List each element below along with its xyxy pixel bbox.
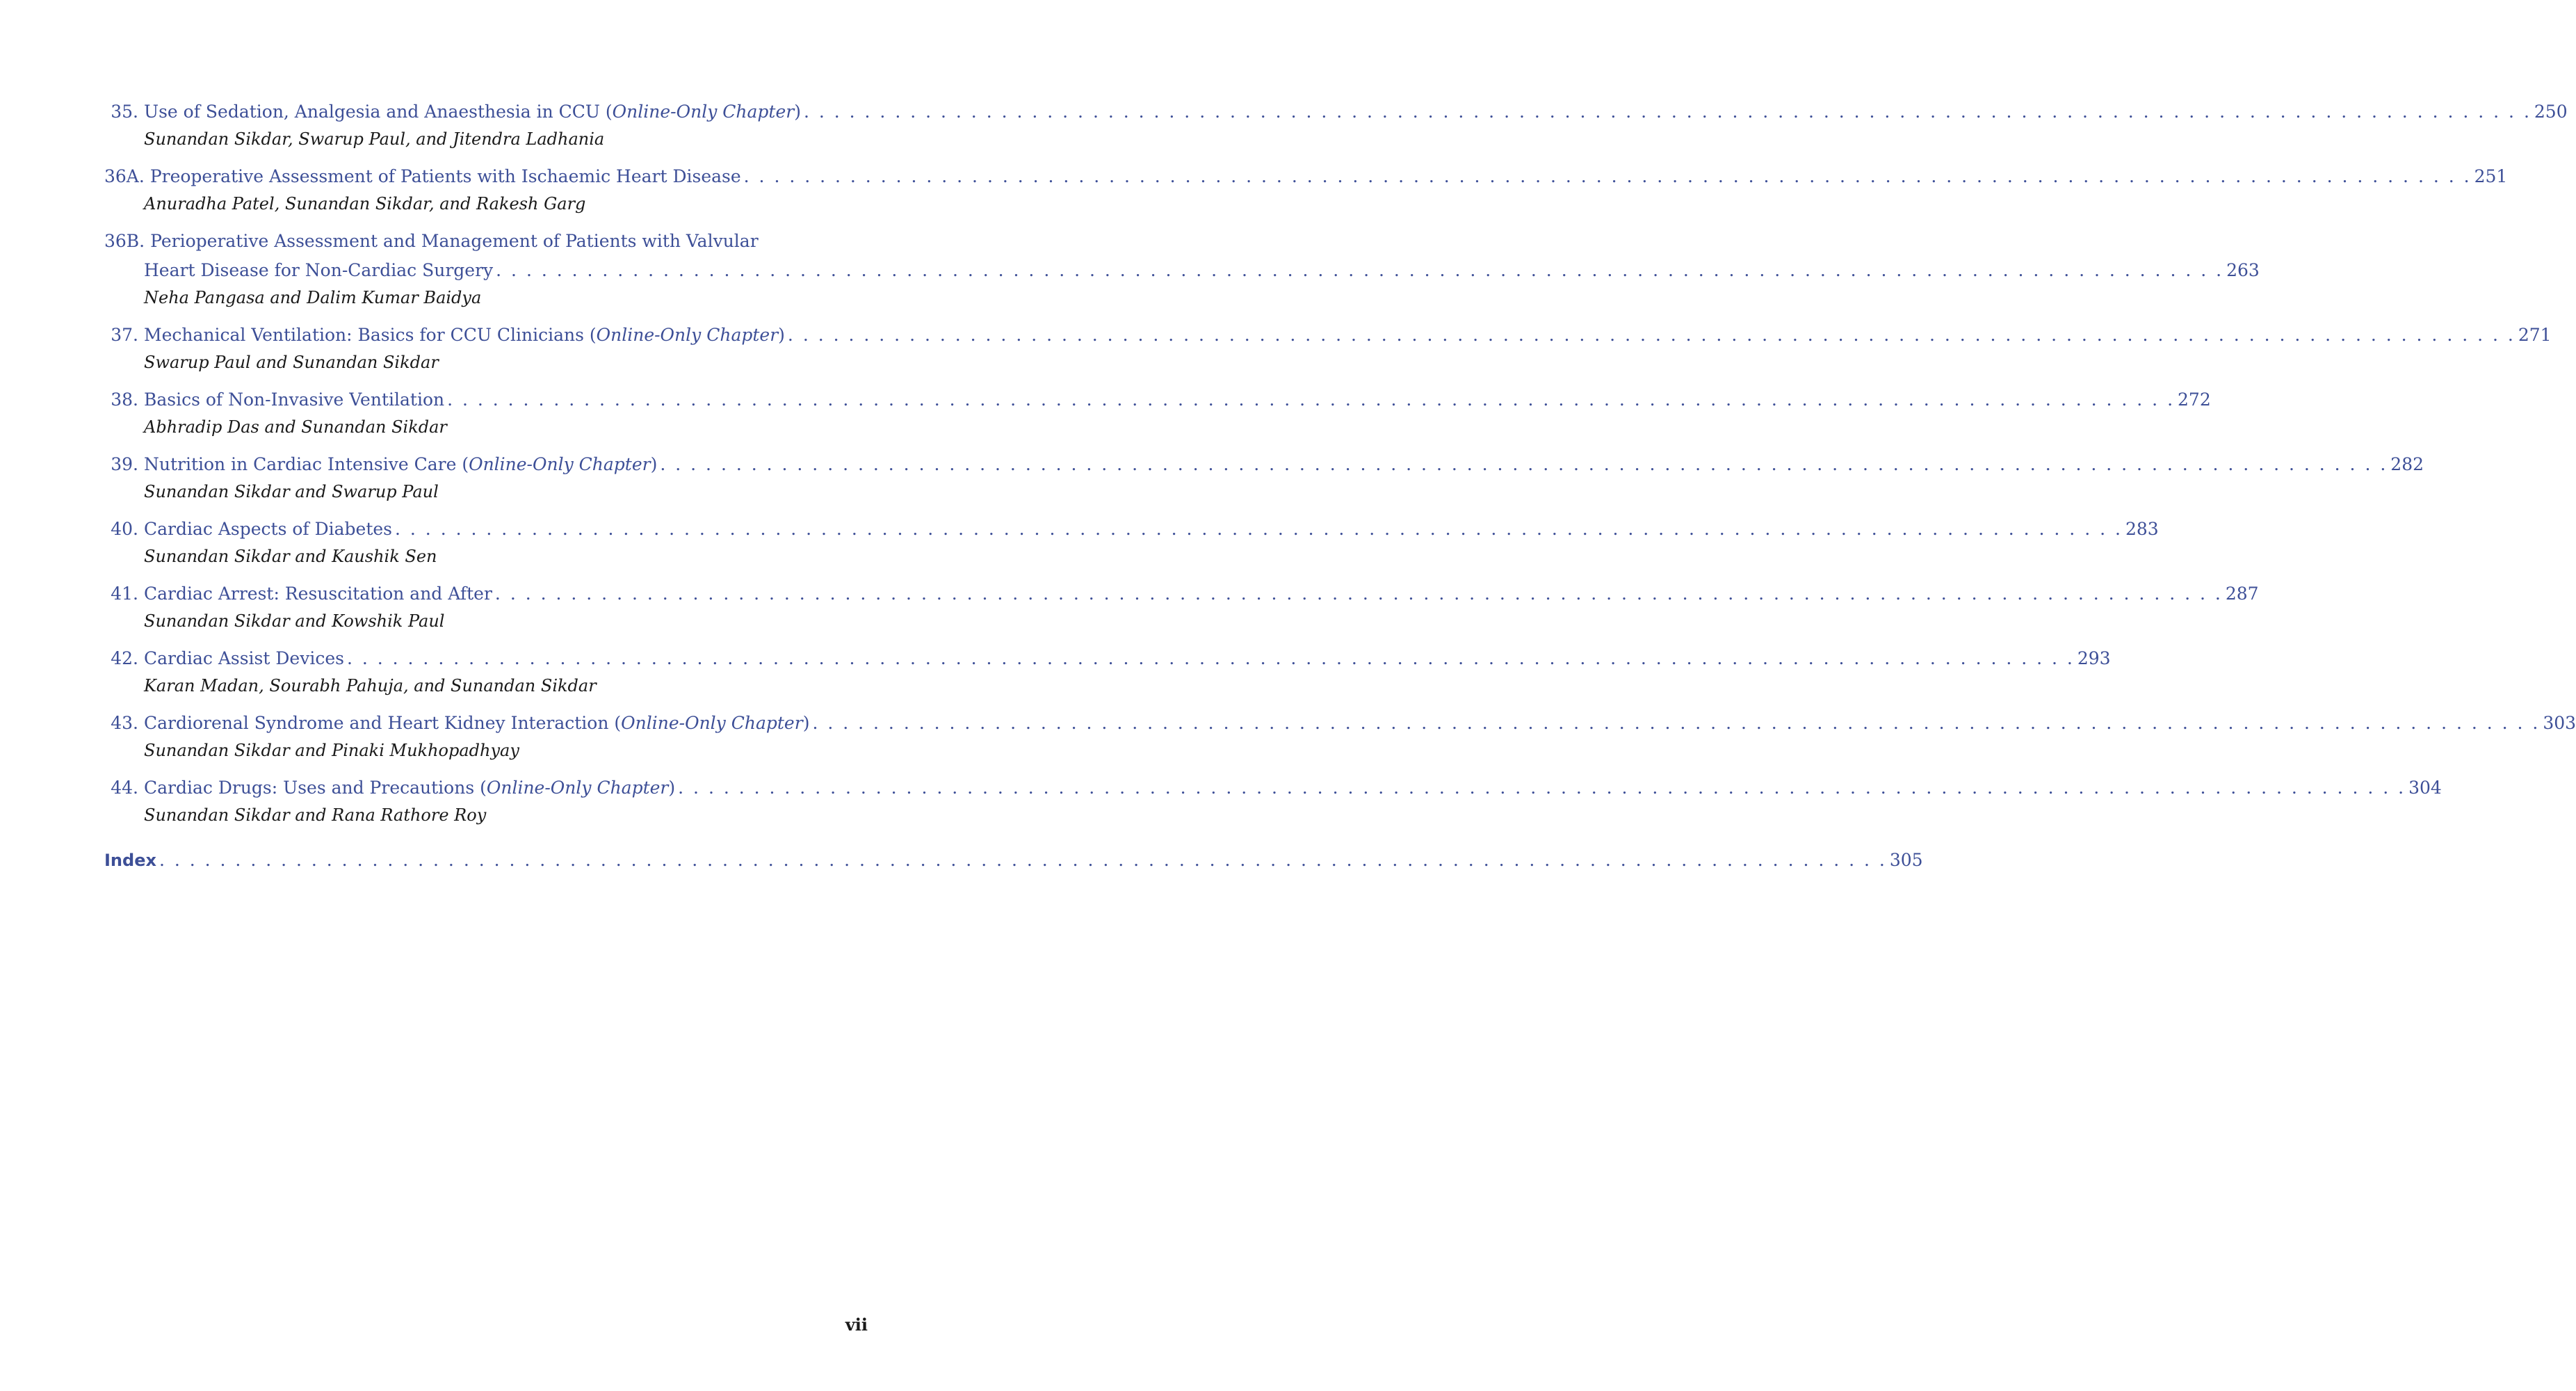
dot-leader bbox=[156, 846, 1890, 875]
toc-entry-41[interactable] bbox=[104, 579, 2259, 634]
table-of-contents bbox=[104, 97, 2576, 875]
chapter-authors: Abhradip Das and Sunandan Sikdar bbox=[144, 417, 447, 437]
toc-entry-line[interactable] bbox=[104, 773, 2442, 803]
chapter-authors: Karan Madan, Sourabh Pahuja, and Sunandan Sikdar bbox=[144, 676, 597, 696]
chapter-authors: Sunandan Sikdar and Kowshik Paul bbox=[144, 611, 445, 631]
chapter-authors: Neha Pangasa and Dalim Kumar Baidya bbox=[144, 288, 482, 307]
chapter-title[interactable]: Preoperative Assessment of Patients with Ischaemic Heart Disease bbox=[149, 166, 741, 186]
toc-entry-line[interactable] bbox=[104, 227, 868, 256]
toc-entry-44[interactable] bbox=[104, 773, 2442, 828]
page-number[interactable]: 303 bbox=[2543, 713, 2576, 733]
dot-leader bbox=[392, 515, 2125, 544]
chapter-authors: Sunandan Sikdar and Swarup Paul bbox=[144, 482, 439, 501]
chapter-number: 44. bbox=[111, 778, 138, 798]
dot-leader bbox=[493, 256, 2226, 285]
toc-entry-line[interactable] bbox=[104, 579, 2259, 609]
toc-index-entry[interactable] bbox=[104, 846, 1923, 875]
index-label[interactable]: Index bbox=[104, 851, 156, 870]
chapter-title[interactable]: Cardiac Aspects of Diabetes bbox=[144, 519, 393, 539]
chapter-title[interactable]: Cardiac Drugs: Uses and Precautions (Online-Only Chapter) bbox=[144, 778, 676, 798]
toc-entry-36a[interactable] bbox=[104, 162, 2508, 216]
toc-entry-line[interactable] bbox=[104, 709, 2576, 738]
toc-entry-40[interactable] bbox=[104, 515, 2159, 569]
chapter-title[interactable]: Cardiorenal Syndrome and Heart Kidney Interaction (Online-Only Chapter) bbox=[144, 713, 810, 733]
chapter-number: 35. bbox=[111, 102, 138, 122]
dot-leader bbox=[344, 644, 2077, 673]
toc-entry-36b[interactable] bbox=[104, 227, 2260, 310]
dot-leader bbox=[801, 97, 2534, 127]
chapter-authors: Sunandan Sikdar and Rana Rathore Roy bbox=[144, 805, 487, 825]
toc-entry-line[interactable] bbox=[104, 321, 2552, 350]
chapter-number: 42. bbox=[111, 648, 138, 668]
chapter-title-line-1[interactable]: Perioperative Assessment and Management of Patients with Valvular bbox=[150, 231, 759, 251]
chapter-title-line-2[interactable]: Heart Disease for Non-Cardiac Surgery bbox=[144, 260, 494, 280]
page-number[interactable]: 287 bbox=[2225, 584, 2259, 604]
chapter-number: 38. bbox=[111, 389, 138, 410]
chapter-number: 41. bbox=[111, 584, 138, 604]
page-folio: vii bbox=[845, 1314, 868, 1335]
toc-entry-line[interactable] bbox=[104, 450, 2424, 479]
chapter-number: 37. bbox=[111, 325, 138, 345]
page-number[interactable]: 250 bbox=[2534, 102, 2568, 122]
chapter-title[interactable]: Use of Sedation, Analgesia and Anaesthesia in CCU (Online-Only Chapter) bbox=[144, 102, 801, 122]
chapter-title[interactable]: Cardiac Assist Devices bbox=[144, 648, 344, 668]
chapter-authors: Anuradha Patel, Sunandan Sikdar, and Rakesh Garg bbox=[144, 194, 586, 214]
toc-entry-38[interactable] bbox=[104, 385, 2211, 440]
page-number[interactable]: 304 bbox=[2408, 778, 2442, 798]
chapter-number: 36A. bbox=[104, 166, 145, 186]
page-number[interactable]: 272 bbox=[2178, 389, 2211, 410]
page-number[interactable]: 283 bbox=[2125, 519, 2159, 539]
chapter-title[interactable]: Mechanical Ventilation: Basics for CCU Clinicians (Online-Only Chapter) bbox=[144, 325, 785, 345]
toc-entry-35[interactable] bbox=[104, 97, 2568, 152]
dot-leader bbox=[675, 773, 2408, 803]
page-number[interactable]: 293 bbox=[2077, 648, 2111, 668]
toc-entry-43[interactable] bbox=[104, 709, 2576, 763]
toc-entry-line[interactable] bbox=[104, 97, 2568, 127]
toc-entry-line[interactable] bbox=[104, 644, 2111, 673]
chapter-authors: Swarup Paul and Sunandan Sikdar bbox=[144, 353, 439, 372]
dot-leader bbox=[657, 450, 2390, 479]
dot-leader bbox=[492, 579, 2226, 609]
chapter-authors: Sunandan Sikdar and Kaushik Sen bbox=[144, 547, 437, 566]
chapter-authors: Sunandan Sikdar, Swarup Paul, and Jitendra Ladhania bbox=[144, 129, 605, 149]
dot-leader bbox=[809, 709, 2543, 738]
toc-entry-line-continued[interactable] bbox=[104, 256, 2260, 285]
dot-leader bbox=[444, 385, 2178, 415]
page-number[interactable]: 263 bbox=[2226, 260, 2260, 280]
chapter-authors: Sunandan Sikdar and Pinaki Mukhopadhyay bbox=[144, 741, 519, 760]
chapter-title[interactable]: Nutrition in Cardiac Intensive Care (Online-Only Chapter) bbox=[144, 454, 658, 474]
toc-entry-42[interactable] bbox=[104, 644, 2111, 698]
toc-entry-line[interactable] bbox=[104, 162, 2508, 191]
toc-entry-39[interactable] bbox=[104, 450, 2424, 504]
toc-entry-line[interactable] bbox=[104, 385, 2211, 415]
dot-leader bbox=[741, 162, 2474, 191]
page-number[interactable]: 251 bbox=[2474, 166, 2508, 186]
chapter-number: 36B. bbox=[104, 231, 145, 251]
chapter-title[interactable]: Cardiac Arrest: Resuscitation and After bbox=[144, 584, 492, 604]
page-number[interactable]: 271 bbox=[2518, 325, 2552, 345]
dot-leader bbox=[785, 321, 2518, 350]
toc-entry-37[interactable] bbox=[104, 321, 2552, 375]
chapter-number: 40. bbox=[111, 519, 138, 539]
toc-entry-line[interactable] bbox=[104, 515, 2159, 544]
chapter-title[interactable]: Basics of Non-Invasive Ventilation bbox=[144, 389, 445, 410]
chapter-number: 39. bbox=[111, 454, 138, 474]
page-number[interactable]: 305 bbox=[1889, 850, 1923, 870]
chapter-number: 43. bbox=[111, 713, 138, 733]
page-number[interactable]: 282 bbox=[2390, 454, 2424, 474]
